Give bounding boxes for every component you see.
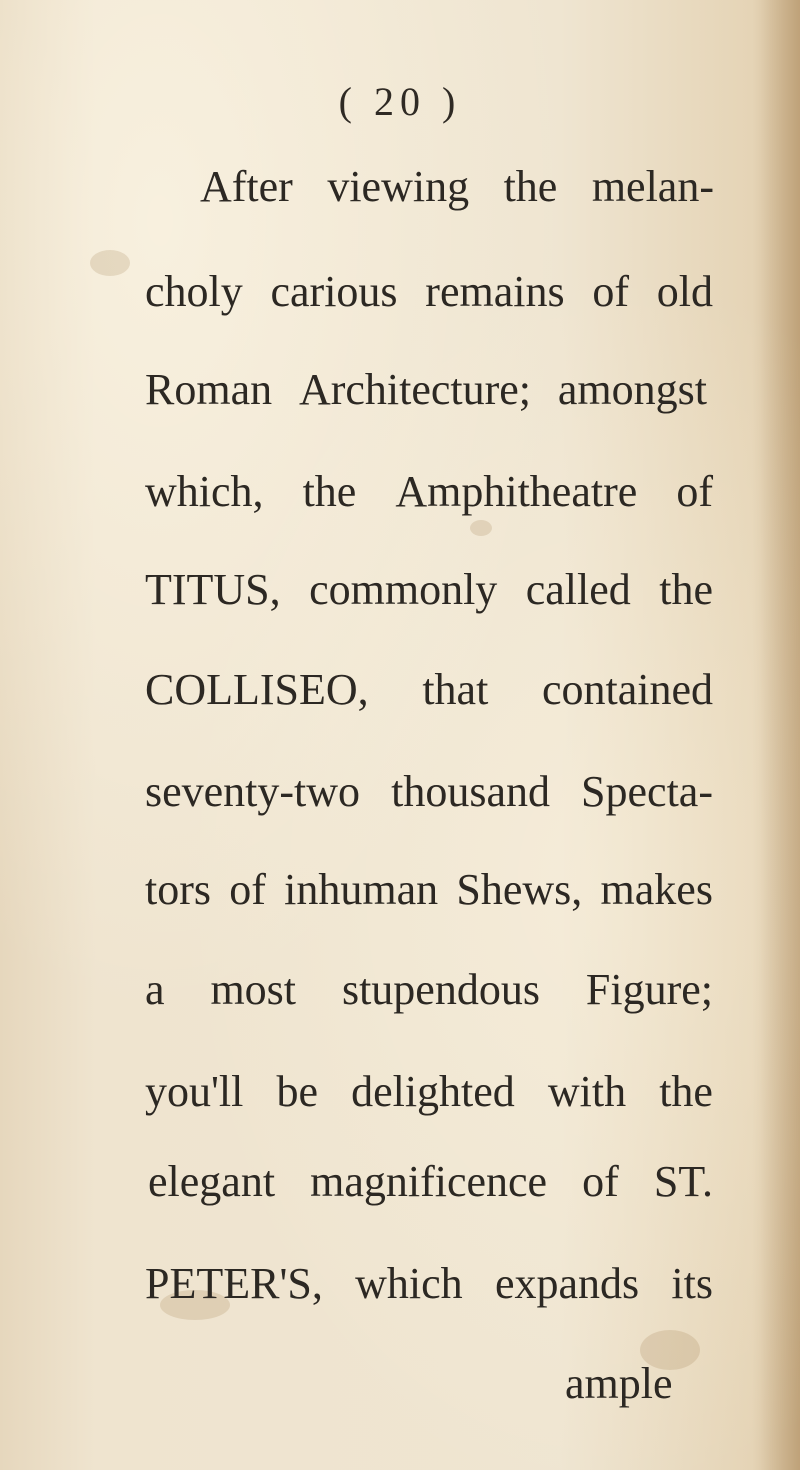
text-line-12 <box>145 1259 713 1308</box>
paper-stain <box>470 520 492 536</box>
word: magnificence <box>310 1157 548 1206</box>
word: commonly <box>309 565 498 614</box>
word: PETER'S, <box>145 1259 323 1308</box>
word: seventy-two <box>145 767 361 816</box>
word: old <box>656 267 713 316</box>
word: of <box>229 865 266 914</box>
word: thousand <box>391 767 550 816</box>
word: choly <box>145 267 243 316</box>
word: Architecture; <box>298 365 532 414</box>
word: which <box>355 1259 463 1308</box>
page-number: ( 20 ) <box>338 79 462 124</box>
word: inhuman <box>284 865 439 914</box>
word: a <box>145 965 165 1014</box>
word: Roman <box>145 365 273 414</box>
text-line-8 <box>145 865 713 914</box>
word: After <box>200 162 293 211</box>
word: elegant <box>148 1157 276 1206</box>
word: which, <box>145 467 264 516</box>
catchword: ample <box>565 1359 673 1408</box>
word: viewing <box>327 162 470 211</box>
word: carious <box>270 267 398 316</box>
word: delighted <box>351 1067 515 1116</box>
word: its <box>671 1259 713 1308</box>
word: contained <box>541 665 713 714</box>
word: the <box>503 162 558 211</box>
word: with <box>547 1067 627 1116</box>
word: that <box>422 665 489 714</box>
word: Figure; <box>585 965 713 1014</box>
word: called <box>525 565 631 614</box>
page-edge-shadow <box>760 0 800 1470</box>
text-line-4 <box>145 467 713 516</box>
word: Shews, <box>456 865 583 914</box>
word: Specta- <box>581 767 713 816</box>
word: Amphitheatre <box>395 467 638 516</box>
text-line-6 <box>145 665 713 714</box>
word: remains <box>425 267 565 316</box>
word: ST. <box>653 1157 713 1206</box>
text-line-5 <box>145 565 713 614</box>
word: COLLISEO, <box>145 665 369 714</box>
word: most <box>210 965 297 1014</box>
text-line-1 <box>200 162 714 211</box>
word: tors <box>145 865 211 914</box>
text-line-3 <box>145 365 707 414</box>
word: expands <box>494 1259 640 1308</box>
word: of <box>676 467 713 516</box>
word: stupendous <box>341 965 540 1014</box>
word: makes <box>600 865 713 914</box>
word: of <box>592 267 629 316</box>
word: be <box>276 1067 318 1116</box>
paper-stain <box>90 250 130 276</box>
word: TITUS, <box>145 565 281 614</box>
text-line-9 <box>145 965 713 1014</box>
text-line-2 <box>145 267 713 316</box>
word: of <box>582 1157 619 1206</box>
word: melan- <box>591 162 714 211</box>
word: you'll <box>145 1067 244 1116</box>
word: the <box>659 1067 713 1116</box>
word: the <box>302 467 357 516</box>
text-line-11 <box>148 1157 713 1206</box>
text-line-10 <box>145 1067 713 1116</box>
text-line-7 <box>145 767 713 816</box>
word: amongst <box>557 365 707 414</box>
word: the <box>659 565 713 614</box>
